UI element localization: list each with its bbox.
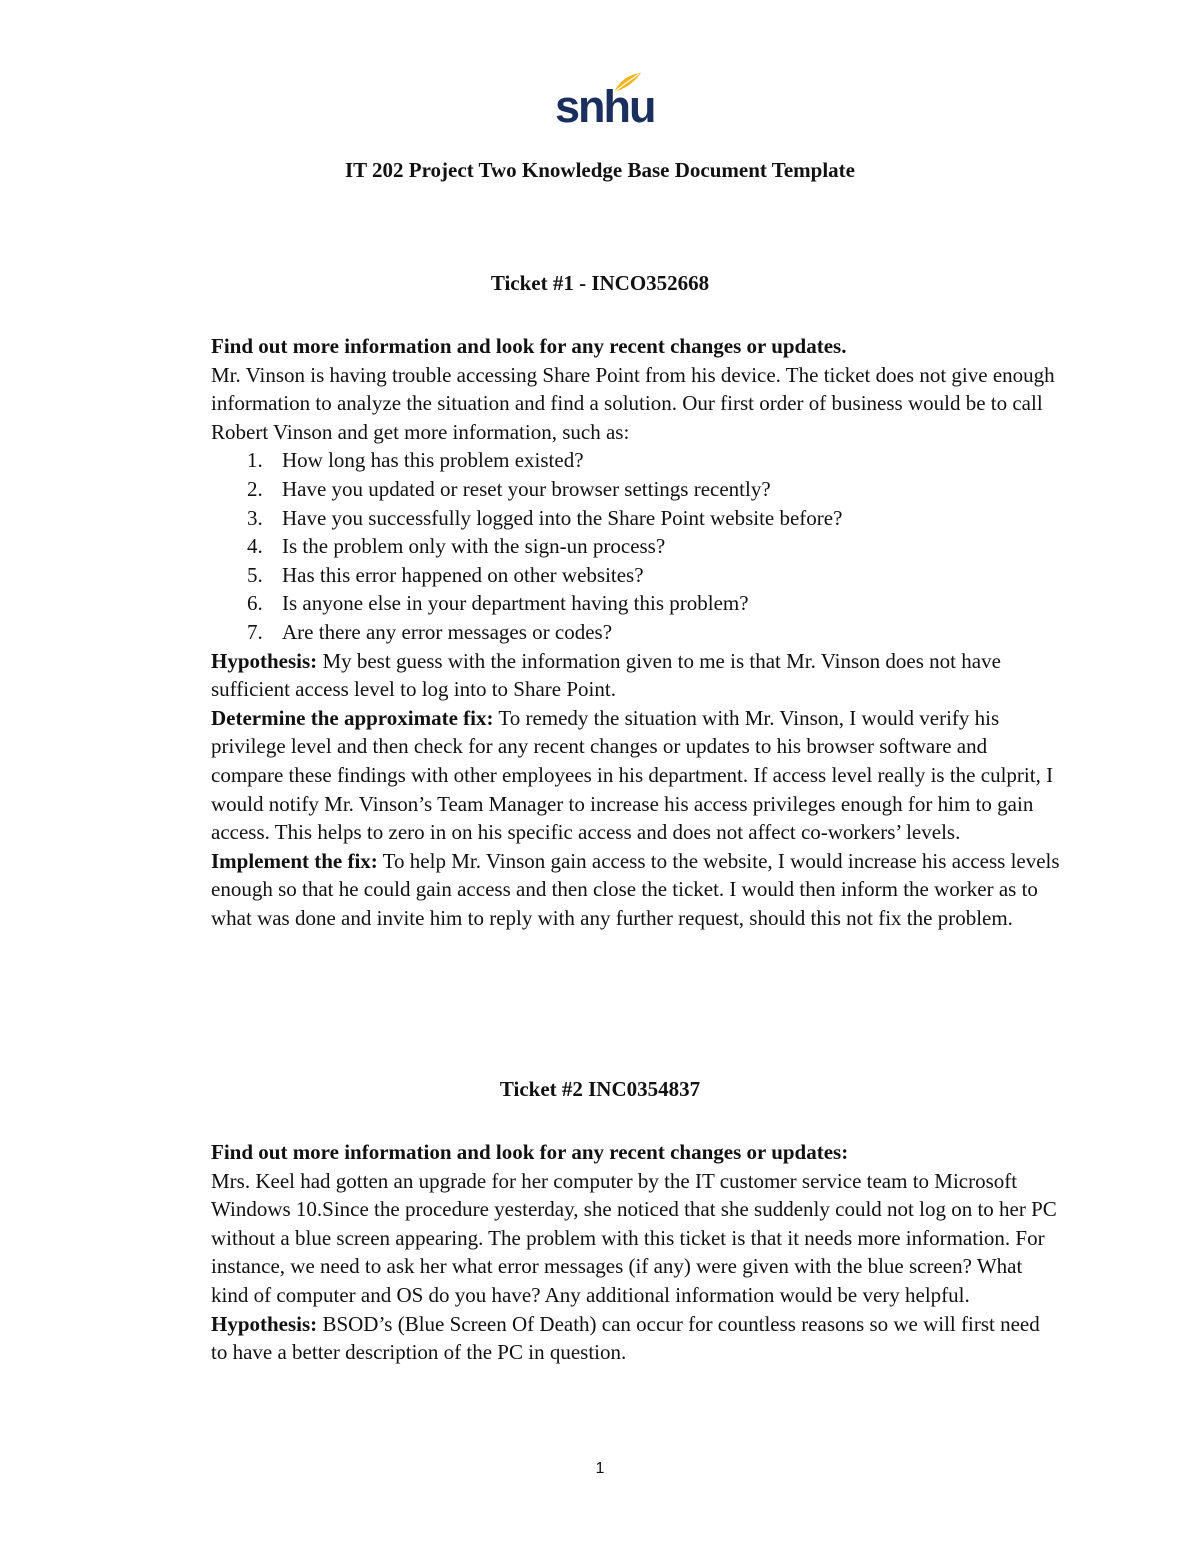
list-number: 1. — [247, 448, 263, 473]
ticket-1-question-list — [211, 446, 1061, 646]
list-text: Is anyone else in your department having this problem? — [282, 591, 749, 616]
fix-text: To remedy the situation with Mr. Vinson, I would verify his privilege level and then check for any recent changes or updates to his browser software and compare these findings with other employees in his department. If access level really is the culprit, I would notify Mr. Vinson’s Team Manager to increase his access privileges enough for him to gain access. This helps to zero in on his specific access and does not affect co-workers’ levels. — [211, 705, 1054, 845]
ticket-2-heading: Ticket #2 INC0354837 — [499, 1077, 701, 1101]
ticket-2-body — [211, 1138, 1061, 1367]
ticket-1-body — [211, 332, 1061, 932]
list-text: Has this error happened on other websites? — [282, 562, 644, 587]
ticket-1-heading: Ticket #1 - INCO352668 — [490, 271, 710, 295]
list-item — [211, 446, 1061, 475]
ticket-2-find-out-heading: Find out more information and look for any recent changes or updates: — [211, 1140, 849, 1164]
ticket-1-implement-fix — [211, 847, 1061, 933]
ticket-1-find-out-heading: Find out more information and look for any recent changes or updates. — [211, 334, 847, 358]
list-item — [211, 532, 1061, 561]
list-number: 2. — [247, 476, 263, 501]
implement-text: To help Mr. Vinson gain access to the website, I would increase his access levels enough so that he could gain access and then close the ticket. I would then inform the worker as to what was done and invite him to reply with any further request, should this not fix the problem. — [211, 848, 1060, 930]
list-number: 3. — [247, 505, 263, 530]
list-text: Is the problem only with the sign-un process? — [282, 534, 666, 559]
list-text: How long has this problem existed? — [282, 448, 584, 473]
logo-text: snhu — [555, 81, 655, 132]
ticket-1-intro: Mr. Vinson is having trouble accessing Share Point from his device. The ticket does not give enough information to analyze the situation and find a solution. Our first order of business would be to call Robert Vinson and get more information, such as: — [211, 362, 1055, 444]
list-item — [211, 475, 1061, 504]
fix-label: Determine the approximate fix: — [211, 705, 494, 730]
list-text: Have you successfully logged into the Share Point website before? — [282, 505, 843, 530]
list-text: Are there any error messages or codes? — [282, 619, 613, 644]
hypothesis-label: Hypothesis: — [211, 1311, 318, 1336]
snhu-logo — [555, 72, 655, 134]
ticket-2-hypothesis — [211, 1310, 1061, 1367]
list-number: 7. — [247, 619, 263, 644]
list-number: 4. — [247, 534, 263, 559]
document-title: IT 202 Project Two Knowledge Base Document Template — [344, 158, 855, 182]
list-item — [211, 561, 1061, 590]
ticket-1-hypothesis — [211, 647, 1061, 704]
hypothesis-text: BSOD’s (Blue Screen Of Death) can occur for countless reasons so we will first need to have a better description of the PC in question. — [211, 1311, 1040, 1365]
ticket-1-approximate-fix — [211, 704, 1061, 847]
hypothesis-label: Hypothesis: — [211, 648, 318, 673]
list-number: 6. — [247, 591, 263, 616]
list-item — [211, 618, 1061, 647]
list-item — [211, 589, 1061, 618]
page-number: 1 — [595, 1460, 605, 1477]
list-number: 5. — [247, 562, 263, 587]
list-text: Have you updated or reset your browser settings recently? — [282, 476, 771, 501]
list-item — [211, 504, 1061, 533]
ticket-2-intro: Mrs. Keel had gotten an upgrade for her computer by the IT customer service team to Microsoft Windows 10.Since the procedure yesterday, she noticed that she suddenly could not log on to her PC without a blue screen appearing. The problem with this ticket is that it needs more information. For instance, we need to ask her what error messages (if any) were given with the blue screen? What kind of computer and OS do you have? Any additional information would be very helpful. — [211, 1168, 1057, 1307]
implement-label: Implement the fix: — [211, 848, 378, 873]
hypothesis-text: My best guess with the information given to me is that Mr. Vinson does not have sufficient access level to log into to Share Point. — [211, 648, 1001, 702]
